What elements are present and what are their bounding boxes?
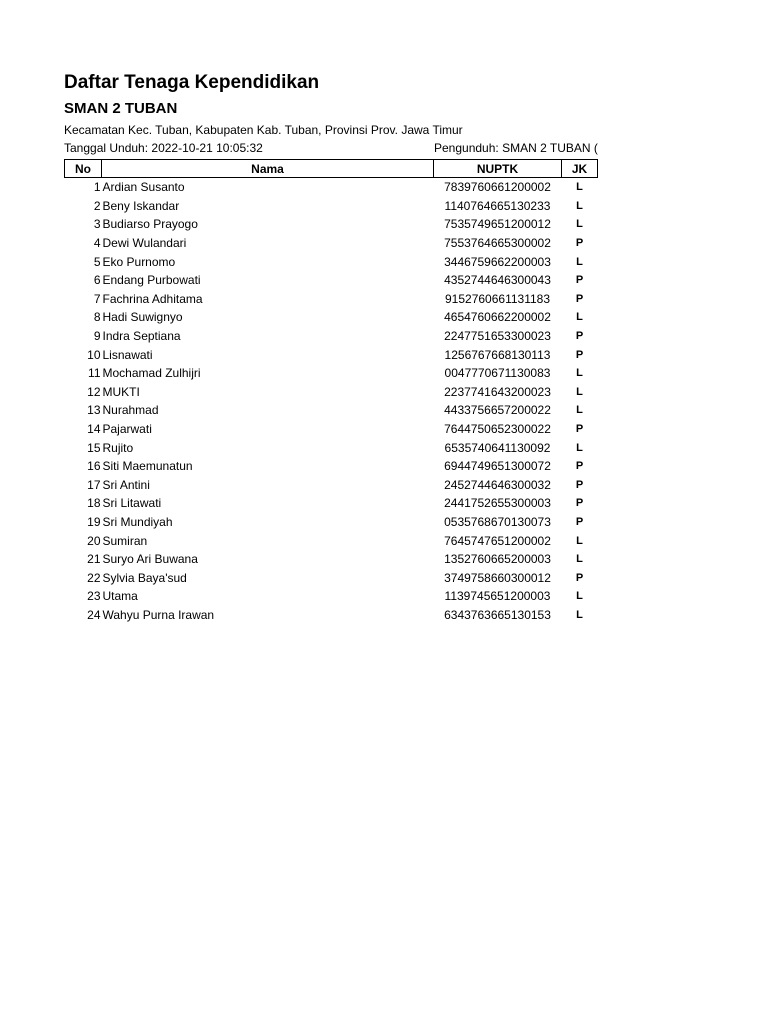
row-number: 6 [93, 273, 101, 288]
staff-name: Pajarwati [102, 422, 152, 437]
row-number: 10 [87, 347, 101, 362]
staff-name: Mochamad Zulhijri [102, 366, 201, 381]
row-number: 14 [87, 422, 101, 437]
table-row [65, 364, 598, 383]
staff-nuptk: 1256767668130113 [444, 347, 551, 362]
table-row [65, 197, 598, 216]
staff-name: Beny Iskandar [102, 198, 180, 213]
table-row [65, 513, 598, 532]
staff-nuptk: 7553764665300002 [444, 236, 551, 251]
row-number: 21 [87, 552, 101, 567]
staff-gender: P [575, 460, 584, 473]
staff-nuptk: 1352760665200003 [444, 552, 551, 567]
school-name: SMAN 2 TUBAN [64, 100, 178, 117]
staff-nuptk: 7535749651200012 [444, 217, 551, 232]
downloader: Pengunduh: SMAN 2 TUBAN ( [434, 141, 598, 155]
table-row [65, 494, 598, 513]
staff-gender: L [576, 608, 583, 621]
staff-name: Hadi Suwignyo [102, 310, 183, 325]
row-number: 1 [93, 180, 101, 195]
row-number: 13 [87, 403, 101, 418]
row-number: 18 [87, 496, 101, 511]
staff-nuptk: 2237741643200023 [444, 384, 551, 399]
staff-gender: P [575, 497, 584, 510]
table-header-row [65, 160, 598, 178]
table-row [65, 457, 598, 476]
table-row [65, 568, 598, 587]
staff-gender: L [576, 218, 583, 231]
staff-gender: L [576, 553, 583, 566]
staff-nuptk: 2452744646300032 [444, 477, 551, 492]
staff-name: Sumiran [102, 533, 148, 548]
table-row [65, 252, 598, 271]
staff-nuptk: 6343763665130153 [444, 607, 551, 622]
staff-nuptk: 7645747651200002 [444, 533, 551, 548]
staff-name: Sri Antini [102, 477, 150, 492]
staff-name: Ardian Susanto [102, 180, 185, 195]
staff-gender: P [575, 292, 584, 305]
staff-gender: L [576, 590, 583, 603]
column-header-no: No [65, 160, 102, 178]
staff-name: Rujito [102, 440, 134, 455]
staff-name: Wahyu Purna Irawan [102, 607, 215, 622]
staff-gender: P [575, 423, 584, 436]
table-row [65, 587, 598, 606]
staff-nuptk: 7644750652300022 [444, 422, 551, 437]
row-number: 2 [93, 198, 101, 213]
staff-name: Budiarso Prayogo [102, 217, 198, 232]
table-row [65, 327, 598, 346]
staff-gender: P [575, 237, 584, 250]
staff-nuptk: 2441752655300003 [444, 496, 551, 511]
staff-name: Utama [102, 589, 138, 604]
table-row [65, 178, 598, 197]
table-row [65, 438, 598, 457]
staff-nuptk: 2247751653300023 [444, 329, 551, 344]
table-row [65, 308, 598, 327]
staff-name: Lisnawati [102, 347, 153, 362]
staff-gender: L [576, 199, 583, 212]
row-number: 23 [87, 589, 101, 604]
staff-gender: L [576, 181, 583, 194]
table-row [65, 401, 598, 420]
staff-nuptk: 3749758660300012 [444, 570, 551, 585]
staff-gender: P [575, 330, 584, 343]
staff-gender: L [576, 404, 583, 417]
staff-name: Dewi Wulandari [102, 236, 187, 251]
staff-name: Nurahmad [102, 403, 159, 418]
row-number: 4 [93, 236, 101, 251]
row-number: 7 [93, 291, 101, 306]
table-row [65, 606, 598, 625]
staff-nuptk: 3446759662200003 [444, 254, 551, 269]
staff-table [64, 159, 598, 624]
row-number: 3 [93, 217, 101, 232]
table-row [65, 383, 598, 402]
table-row [65, 234, 598, 253]
staff-nuptk: 6944749651300072 [444, 459, 551, 474]
table-row [65, 215, 598, 234]
staff-nuptk: 1140764665130233 [444, 198, 551, 213]
staff-nuptk: 4654760662200002 [444, 310, 551, 325]
download-date: Tanggal Unduh: 2022-10-21 10:05:32 [64, 141, 263, 155]
table-row [65, 420, 598, 439]
column-header-nama: Nama [102, 160, 434, 178]
staff-nuptk: 4352744646300043 [444, 273, 551, 288]
staff-name: MUKTI [102, 384, 140, 399]
row-number: 11 [88, 366, 101, 381]
row-number: 9 [93, 329, 101, 344]
staff-gender: P [575, 571, 584, 584]
staff-gender: L [576, 311, 583, 324]
staff-nuptk: 0535768670130073 [444, 514, 551, 529]
row-number: 17 [87, 477, 101, 492]
staff-nuptk: 7839760661200002 [444, 180, 551, 195]
row-number: 15 [87, 440, 101, 455]
staff-gender: L [576, 385, 583, 398]
staff-gender: P [575, 274, 584, 287]
table-row [65, 271, 598, 290]
staff-gender: P [575, 478, 584, 491]
staff-name: Siti Maemunatun [102, 459, 193, 474]
staff-nuptk: 6535740641130092 [444, 440, 551, 455]
staff-name: Sylvia Baya'sud [102, 570, 187, 585]
staff-name: Eko Purnomo [102, 254, 176, 269]
document-title: Daftar Tenaga Kependidikan [64, 72, 320, 93]
row-number: 12 [87, 384, 101, 399]
staff-nuptk: 0047770671130083 [444, 366, 551, 381]
staff-gender: L [576, 441, 583, 454]
table-row [65, 476, 598, 495]
row-number: 22 [87, 570, 101, 585]
staff-nuptk: 4433756657200022 [444, 403, 551, 418]
table-row [65, 531, 598, 550]
row-number: 5 [93, 254, 101, 269]
table-row [65, 345, 598, 364]
staff-gender: L [576, 367, 583, 380]
table-body [65, 178, 598, 625]
row-number: 24 [87, 607, 101, 622]
staff-name: Sri Mundiyah [102, 514, 173, 529]
table-row [65, 550, 598, 569]
row-number: 8 [93, 310, 101, 325]
row-number: 19 [87, 514, 101, 529]
staff-name: Sri Litawati [102, 496, 162, 511]
staff-name: Fachrina Adhitama [102, 291, 203, 306]
staff-name: Indra Septiana [102, 329, 181, 344]
staff-name: Endang Purbowati [102, 273, 201, 288]
row-number: 16 [87, 459, 101, 474]
staff-gender: P [575, 348, 584, 361]
column-header-jk: JK [562, 160, 598, 178]
staff-gender: L [576, 255, 583, 268]
staff-gender: L [576, 534, 583, 547]
location-line: Kecamatan Kec. Tuban, Kabupaten Kab. Tuban, Provinsi Prov. Jawa Timur [64, 123, 463, 137]
staff-nuptk: 9152760661131183 [445, 291, 550, 306]
staff-nuptk: 1139745651200003 [444, 589, 551, 604]
staff-gender: P [575, 515, 584, 528]
column-header-nuptk: NUPTK [434, 160, 562, 178]
table-row [65, 290, 598, 309]
staff-name: Suryo Ari Buwana [102, 552, 198, 567]
row-number: 20 [87, 533, 101, 548]
